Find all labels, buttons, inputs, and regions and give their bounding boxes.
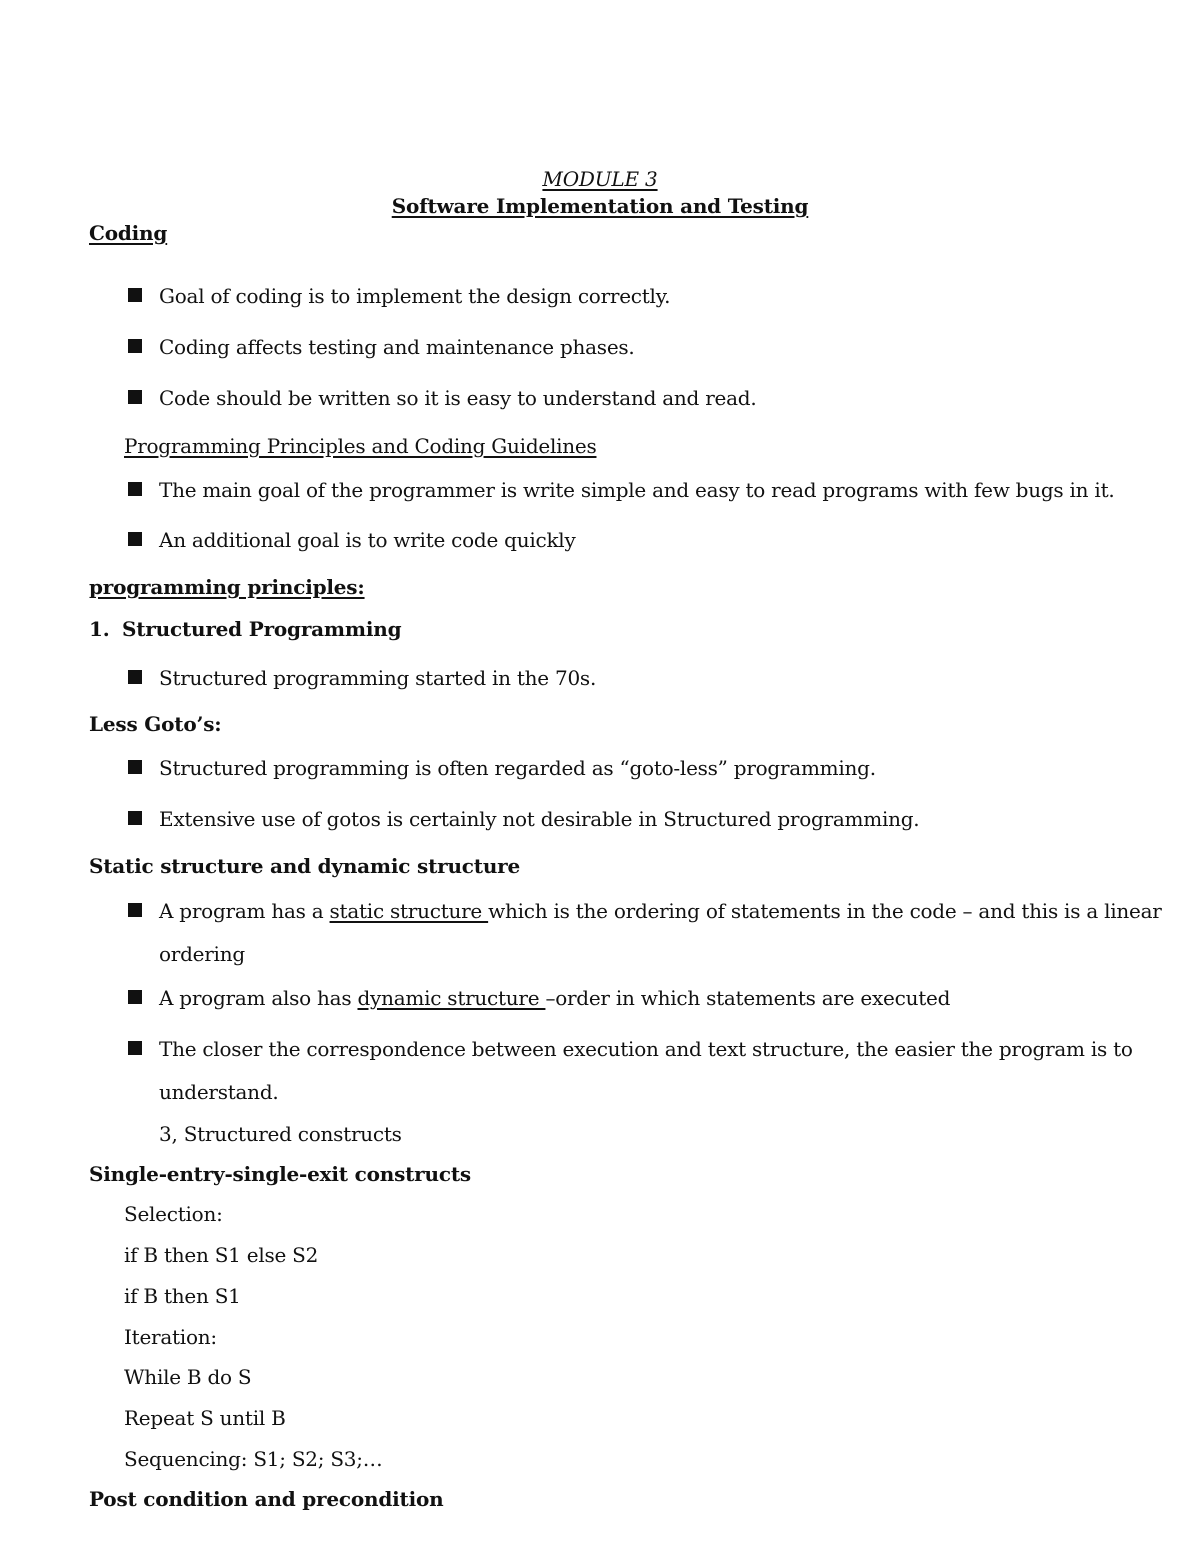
module-subtitle: Software Implementation and Testing: [391, 194, 809, 218]
structure-bullet-1-post: which is the ordering of statements in the code – and this is a linear: [488, 899, 1162, 923]
constructs-line: if B then S1 else S2: [124, 1243, 319, 1267]
guidelines-bullet-2: An additional goal is to write code quickly: [159, 528, 576, 552]
coding-heading: Coding: [89, 221, 168, 245]
structure-bullet-3-line-1: The closer the correspondence between execution and text structure, the easier the program is to: [159, 1037, 1133, 1061]
guidelines-heading: Programming Principles and Coding Guidelines: [124, 434, 597, 458]
structured-constructs-line: 3, Structured constructs: [159, 1122, 402, 1146]
guidelines-bullet-1: The main goal of the programmer is write simple and easy to read programs with few bugs in it.: [159, 478, 1115, 502]
goto-bullet-2: Extensive use of gotos is certainly not desirable in Structured programming.: [159, 807, 920, 831]
constructs-line: Sequencing: S1; S2; S3;…: [124, 1447, 383, 1471]
post-condition-heading: Post condition and precondition: [89, 1487, 444, 1511]
square-bullet-icon: [128, 288, 142, 302]
constructs-line: Iteration:: [124, 1325, 217, 1349]
coding-bullet-3: Code should be written so it is easy to understand and read.: [159, 386, 757, 410]
structure-heading: Static structure and dynamic structure: [89, 854, 521, 878]
square-bullet-icon: [128, 339, 142, 353]
square-bullet-icon: [128, 760, 142, 774]
square-bullet-icon: [128, 532, 142, 546]
square-bullet-icon: [128, 903, 142, 917]
structure-bullet-3-line-2: understand.: [159, 1080, 279, 1104]
constructs-line: Repeat S until B: [124, 1406, 286, 1430]
constructs-line: if B then S1: [124, 1284, 241, 1308]
module-title: MODULE 3: [542, 167, 658, 191]
dynamic-structure-term: dynamic structure: [357, 986, 546, 1010]
constructs-line: While B do S: [124, 1365, 252, 1389]
coding-bullet-2: Coding affects testing and maintenance phases.: [159, 335, 635, 359]
square-bullet-icon: [128, 670, 142, 684]
constructs-line: Selection:: [124, 1202, 223, 1226]
square-bullet-icon: [128, 990, 142, 1004]
principles-heading: programming principles:: [89, 575, 365, 599]
structure-bullet-1: [159, 898, 1162, 924]
goto-heading: Less Goto’s:: [89, 712, 222, 736]
structure-bullet-2-post: –order in which statements are executed: [545, 986, 951, 1010]
principles-item-number: 1.: [89, 617, 110, 641]
square-bullet-icon: [128, 482, 142, 496]
structured-programming-bullet-1: Structured programming started in the 70s.: [159, 666, 597, 690]
constructs-heading: Single-entry-single-exit constructs: [89, 1162, 471, 1186]
structure-bullet-2-pre: A program also has: [159, 986, 358, 1010]
structure-bullet-1-continuation: ordering: [159, 942, 245, 966]
square-bullet-icon: [128, 390, 142, 404]
structured-programming-heading: Structured Programming: [122, 617, 402, 641]
square-bullet-icon: [128, 1041, 142, 1055]
static-structure-term: static structure: [329, 899, 489, 923]
structure-bullet-1-pre: A program has a: [159, 899, 330, 923]
goto-bullet-1: Structured programming is often regarded as “goto-less” programming.: [159, 756, 876, 780]
coding-bullet-1: Goal of coding is to implement the design correctly.: [159, 284, 671, 308]
square-bullet-icon: [128, 811, 142, 825]
structure-bullet-2: [159, 985, 950, 1011]
